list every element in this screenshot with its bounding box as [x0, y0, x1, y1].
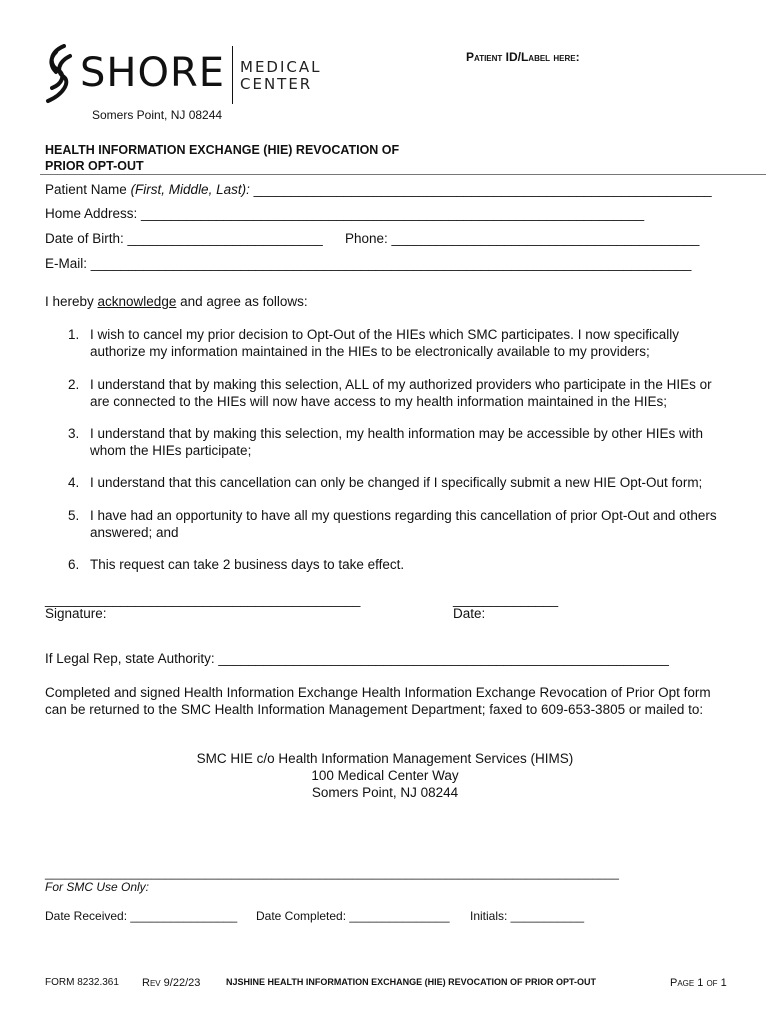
item-text: I wish to cancel my prior decision to Opt-Out of the HIEs which SMC participates. I now specifically authorize my information maintained in the HIEs to be electronically available to my providers; [90, 327, 679, 359]
date-completed-field[interactable]: Date Completed: _______________ [256, 909, 450, 923]
page-title [45, 142, 399, 174]
dob-field[interactable]: Date of Birth: __________________________ [45, 231, 323, 246]
return-instructions: Completed and signed Health Information Exchange Health Information Exchange Revocation of Prior Opt form can be returned to the SMC Health Information Management Department; faxed to 609-653-3805 or mailed to: [45, 685, 711, 717]
address-line-3: Somers Point, NJ 08244 [311, 785, 459, 800]
footer-revision: Rev 9/22/23 [142, 977, 201, 989]
title-rule [40, 174, 766, 175]
item-text: I understand that this cancellation can only be changed if I specifically submit a new HIE Opt-Out form; [90, 475, 703, 490]
date-line[interactable]: ______________ [453, 592, 559, 607]
logo-medical: MEDICAL [240, 58, 322, 76]
date-received-field[interactable]: Date Received: ________________ [45, 909, 238, 923]
patient-name-hint: (First, Middle, Last): [130, 182, 250, 197]
patient-name-label: Patient Name [45, 182, 127, 197]
title-line-1: HEALTH INFORMATION EXCHANGE (HIE) REVOCATION OF [45, 143, 400, 157]
smc-use-label: For SMC Use Only: [45, 880, 150, 894]
patient-id-text: Patient ID/Label here: [466, 50, 580, 64]
logo-divider [232, 46, 233, 104]
item-text: This request can take 2 business days to take effect. [90, 557, 405, 572]
footer-page: Page 1 of 1 [670, 977, 727, 989]
item-number: 5. [68, 508, 80, 523]
mailing-address [0, 750, 770, 801]
shore-logo [42, 44, 332, 106]
initials-field[interactable]: Initials: ___________ [470, 909, 585, 923]
item-number: 3. [68, 426, 80, 441]
swirl-s-icon [42, 44, 76, 104]
smc-use-rule: ______________________________________________________________________________________ [45, 866, 619, 880]
patient-name-field[interactable] [45, 182, 712, 197]
signature-label: Signature: [45, 606, 107, 621]
address-line-1: SMC HIE c/o Health Information Management Services (HIMS) [196, 751, 574, 766]
date-label: Date: [453, 606, 486, 621]
signature-line[interactable]: __________________________________________ [45, 592, 361, 607]
item-number: 6. [68, 557, 80, 572]
item-text: I understand that by making this selection, ALL of my authorized providers who participate in the HIEs or are connected to the HIEs will now have access to my health information maintained in the HIEs; [90, 377, 712, 409]
phone-field[interactable]: Phone: _________________________________________ [345, 231, 700, 246]
patient-id-label [466, 50, 580, 64]
address-line-2: 100 Medical Center Way [311, 768, 459, 783]
email-field[interactable]: E-Mail: ________________________________________________________________________________ [45, 256, 692, 271]
location-text: Somers Point, NJ 08244 [92, 108, 223, 122]
logo-center: CENTER [240, 75, 313, 93]
title-line-2: PRIOR OPT-OUT [45, 159, 144, 173]
footer-title: NJSHINE HEALTH INFORMATION EXCHANGE (HIE) REVOCATION OF PRIOR OPT-OUT [226, 977, 597, 987]
legal-rep-field[interactable]: If Legal Rep, state Authority: ____________________________________________________________ [45, 651, 669, 666]
logo-word: SHORE [80, 50, 226, 96]
footer-form-number: FORM 8232.361 [45, 977, 119, 988]
item-number: 4. [68, 475, 80, 490]
item-number: 1. [68, 327, 80, 342]
item-text: I have had an opportunity to have all my questions regarding this cancellation of prior Opt-Out and others answered; and [90, 508, 717, 540]
home-address-field[interactable]: Home Address: ___________________________________________________________________ [45, 206, 645, 221]
intro-acknowledge: acknowledge [97, 294, 177, 309]
item-text: I understand that by making this selection, my health information may be accessible by other HIEs with whom the HIEs participate; [90, 426, 704, 458]
intro-post: and agree as follows: [176, 294, 308, 309]
patient-name-line: _____________________________________________________________ [253, 182, 712, 197]
item-number: 2. [68, 377, 80, 392]
intro-text [45, 294, 308, 309]
intro-pre: I hereby [45, 294, 98, 309]
